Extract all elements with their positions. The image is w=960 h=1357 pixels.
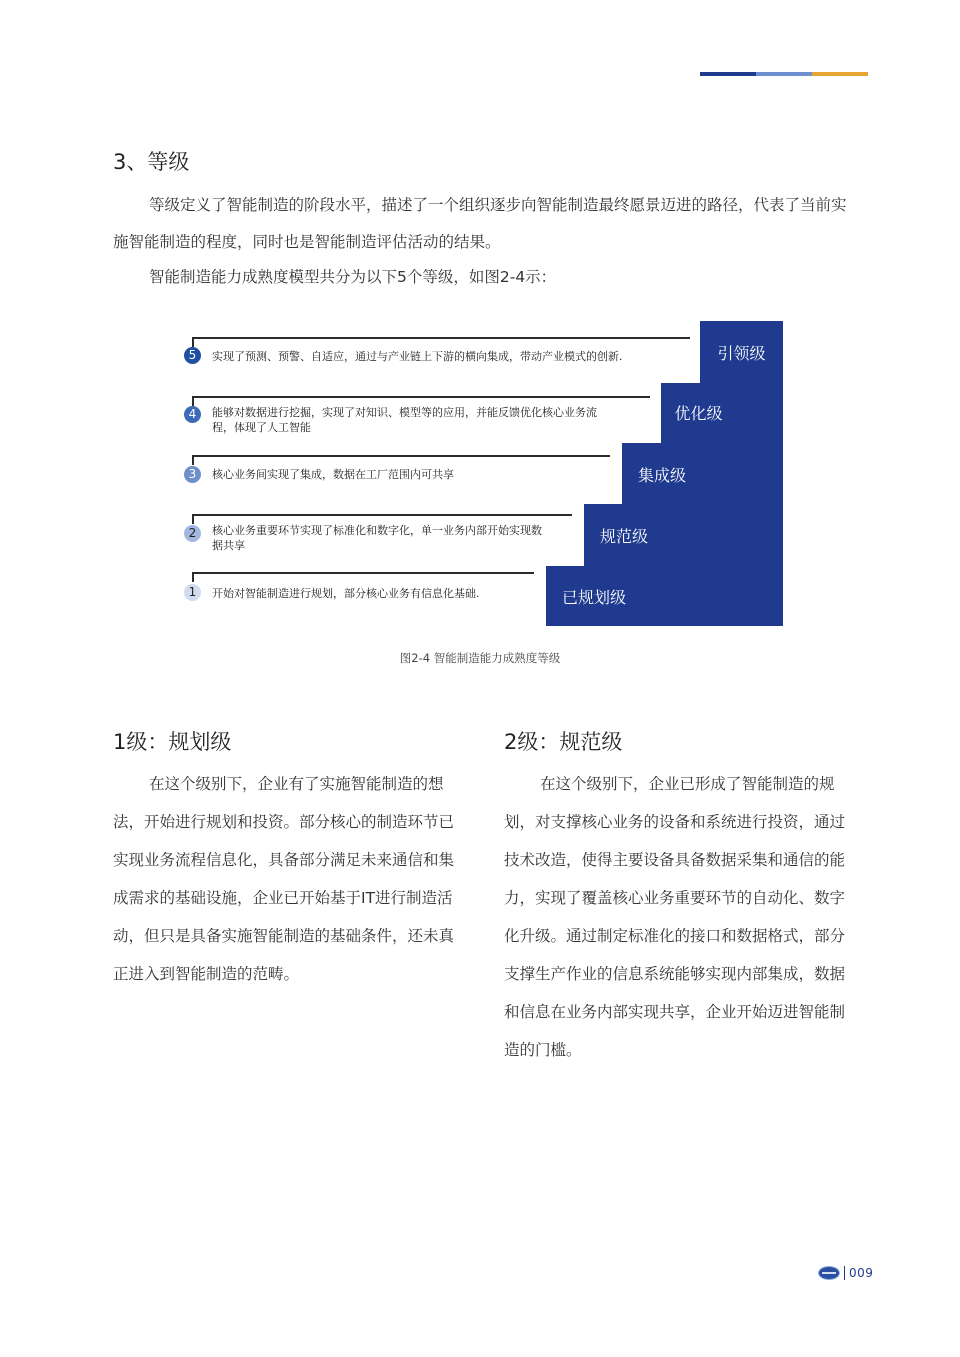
- level-description-1: 开始对智能制造进行规划，部分核心业务有信息化基础.: [212, 587, 480, 600]
- cmmm-logo-icon: [818, 1266, 840, 1280]
- figure-caption: 图2-4 智能制造能力成熟度等级: [399, 651, 561, 665]
- stair-label-4: 优化级: [674, 403, 723, 423]
- level-description-4: 能够对数据进行挖掘，实现了对知识、模型等的应用，并能反馈优化核心业务流程，体现了人工智能: [212, 406, 597, 434]
- level-number-2: 2: [184, 525, 201, 542]
- guide-line-2: [192, 514, 572, 516]
- stair-level-1: [546, 576, 642, 616]
- rule-segment-navy: [700, 72, 756, 76]
- page-number: 009: [849, 1266, 874, 1280]
- guide-line-5: [192, 337, 690, 339]
- level-number-4: 4: [184, 406, 201, 423]
- stair-level-5: [700, 321, 783, 626]
- header-accent-rule: [700, 72, 868, 76]
- section-title: 3、等级: [113, 150, 190, 174]
- guide-line-4: [192, 396, 650, 398]
- level2-title: 2级：规范级: [504, 730, 623, 754]
- guide-tick-1: [192, 572, 194, 582]
- level-number-5: 5: [184, 347, 201, 364]
- guide-tick-3: [192, 455, 194, 465]
- stair-label-1: 已规划级: [561, 587, 626, 607]
- rule-segment-orange: [812, 72, 868, 76]
- levels-intro-paragraph: 智能制造能力成熟度模型共分为以下5个等级，如图2-4示：: [149, 268, 557, 286]
- guide-tick-5: [192, 337, 194, 347]
- level-number-1: 1: [184, 584, 201, 601]
- stair-level-2: [584, 515, 664, 555]
- level1-text: 在这个级别下，企业有了实施智能制造的想法，开始进行规划和投资。部分核心的制造环节已实现业务流程信息化，具备部分满足未来通信和集成需求的基础设施，企业已开始基于IT进行制造活动，但只是具备实施智能制造的基础条件，还未真正进入到智能制造的范畴。: [113, 775, 455, 983]
- guide-tick-2: [192, 514, 194, 524]
- level1-title: 1级：规划级: [113, 730, 232, 754]
- intro-paragraph: 等级定义了智能制造的阶段水平，描述了一个组织逐步向智能制造最终愿景迈进的路径，代表了当前实施智能制造的程度，同时也是智能制造评估活动的结果。: [113, 196, 847, 251]
- guide-tick-4: [192, 396, 194, 406]
- level2-text: 在这个级别下，企业已形成了智能制造的规划，对支撑核心业务的设备和系统进行投资，通过技术改造，使得主要设备具备数据采集和通信的能力，实现了覆盖核心业务重要环节的自动化、数字化升级。通过制定标准化的接口和数据格式，部分支撑生产作业的信息系统能够实现内部集成，数据和信息在业务内部实现共享，企业开始迈进智能制造的门槛。: [504, 775, 846, 1059]
- level-description-2: 核心业务重要环节实现了标准化和数字化，单一业务内部开始实现数据共享: [212, 524, 542, 552]
- stair-label-5: 引领级: [717, 344, 766, 363]
- stair-label-3: 集成级: [637, 465, 686, 485]
- guide-line-3: [192, 455, 610, 457]
- stair-level-4: [661, 392, 736, 432]
- stair-label-2: 规范级: [599, 526, 648, 546]
- rule-segment-blue: [756, 72, 812, 76]
- guide-line-1: [192, 572, 534, 574]
- stair-level-3: [622, 454, 702, 494]
- level-number-3: 3: [184, 466, 201, 483]
- level-description-3: 核心业务间实现了集成，数据在工厂范围内可共享: [212, 468, 454, 481]
- footer-separator: [844, 1266, 845, 1280]
- level-description-5: 实现了预测、预警、自适应，通过与产业链上下游的横向集成，带动产业模式的创新.: [212, 350, 623, 363]
- page-footer: [818, 1266, 873, 1280]
